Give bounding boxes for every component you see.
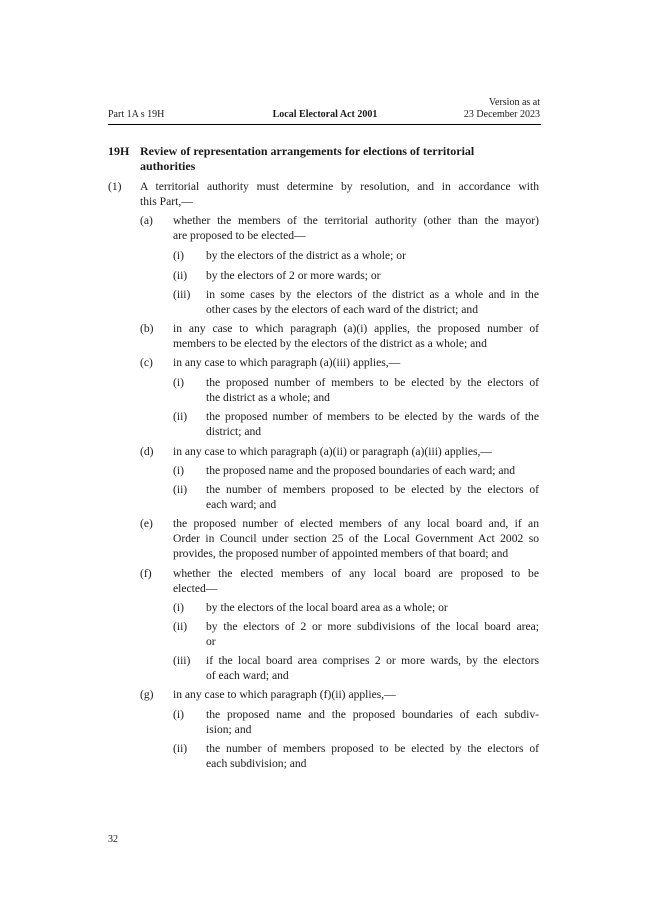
subparagraph-text: in some cases by the electors of the district as a whole and in the (206, 288, 539, 301)
paragraph-text: whether the elected members of any local board are proposed to be (173, 567, 539, 580)
paragraph-text: whether the members of the territorial authority (other than the mayor) (173, 214, 539, 227)
subparagraph-text: if the local board area comprises 2 or more wards, by the electors (206, 654, 539, 667)
subparagraph-text: by the electors of the local board area as a whole; or (206, 601, 448, 614)
subparagraph-number: (ii) (173, 620, 188, 633)
subparagraph-text: the proposed number of members to be elected by the wards of the (206, 410, 539, 423)
running-header-act-title: Local Electoral Act 2001 (272, 109, 378, 120)
paragraph-text: provides, the proposed number of appointed members of that board; and (173, 547, 509, 560)
subparagraph-text: the proposed name and the proposed boundaries of each ward; and (206, 464, 516, 477)
subparagraph-number: (i) (173, 376, 184, 389)
subparagraph-number: (ii) (173, 483, 188, 496)
subparagraph-text: district; and (206, 425, 262, 438)
subparagraph-number: (i) (173, 464, 184, 477)
page-number: 32 (108, 834, 118, 845)
subparagraph-text: other cases by the electors of each ward of the district; and (206, 303, 479, 316)
paragraph-text: members to be elected by the electors of the district as a whole; and (173, 337, 487, 350)
paragraph-text: are proposed to be elected— (173, 229, 306, 242)
subsection-number: (1) (108, 180, 122, 193)
subparagraph-number: (i) (173, 601, 184, 614)
paragraph-number: (a) (140, 214, 153, 227)
version-label: Version as at (488, 97, 540, 108)
paragraph-text: elected— (173, 582, 218, 595)
header-rule (108, 124, 541, 125)
paragraph-text: in any case to which paragraph (a)(ii) or paragraph (a)(iii) applies,— (173, 445, 493, 458)
subsection-text: A territorial authority must determine by resolution, and in accordance with (140, 180, 539, 193)
subparagraph-text: the number of members proposed to be elected by the electors of (206, 742, 539, 755)
section-title-line-2: authorities (140, 159, 196, 173)
subparagraph-text: each ward; and (206, 498, 277, 511)
section-title-line-1: Review of representation arrangements for elections of territorial (140, 144, 475, 158)
paragraph-text: Order in Council under section 25 of the Local Government Act 2002 so (173, 532, 539, 545)
subparagraph-text: by the electors of the district as a whole; or (206, 249, 406, 262)
paragraph-number: (g) (140, 688, 154, 701)
subparagraph-text: or (206, 635, 216, 648)
running-header-part: Part 1A s 19H (108, 109, 165, 120)
subparagraph-number: (ii) (173, 742, 188, 755)
subparagraph-text: of each ward; and (206, 669, 289, 682)
paragraph-text: in any case to which paragraph (a)(i) applies, the proposed number of (173, 322, 539, 335)
paragraph-number: (d) (140, 445, 154, 458)
subparagraph-text: the proposed number of members to be elected by the electors of (206, 376, 539, 389)
paragraph-text: in any case to which paragraph (f)(ii) applies,— (173, 688, 396, 701)
subparagraph-number: (i) (173, 249, 184, 262)
subparagraph-number: (iii) (173, 288, 191, 301)
subparagraph-number: (iii) (173, 654, 191, 667)
paragraph-text: the proposed number of elected members of any local board and, if an (173, 517, 539, 530)
subparagraph-text: ision; and (206, 723, 252, 736)
subparagraph-text: each subdivision; and (206, 757, 307, 770)
subparagraph-text: the proposed name and the proposed boundaries of each subdiv- (206, 708, 539, 721)
paragraph-number: (c) (140, 356, 153, 369)
subparagraph-text: by the electors of 2 or more subdivisions of the local board area; (206, 620, 539, 633)
version-date: 23 December 2023 (463, 109, 540, 120)
subsection-text: this Part,— (140, 195, 193, 208)
subparagraph-number: (i) (173, 708, 184, 721)
paragraph-number: (b) (140, 322, 154, 335)
subparagraph-text: the district as a whole; and (206, 391, 330, 404)
paragraph-text: in any case to which paragraph (a)(iii) applies,— (173, 356, 401, 369)
section-number: 19H (108, 144, 130, 158)
subparagraph-text: the number of members proposed to be elected by the electors of (206, 483, 539, 496)
subparagraph-number: (ii) (173, 269, 188, 282)
paragraph-number: (e) (140, 517, 153, 530)
subparagraph-number: (ii) (173, 410, 188, 423)
paragraph-number: (f) (140, 567, 152, 580)
subparagraph-text: by the electors of 2 or more wards; or (206, 269, 381, 282)
